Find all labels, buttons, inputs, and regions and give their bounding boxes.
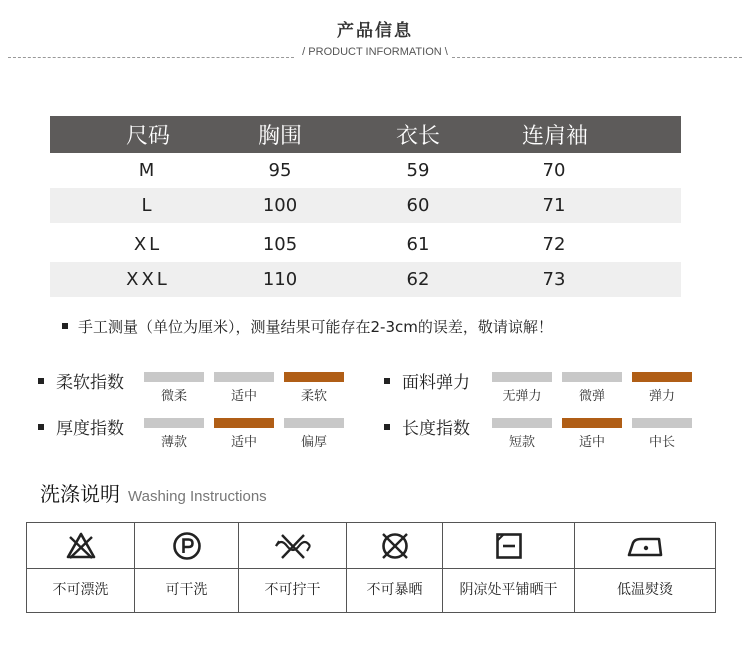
length-option: 中长	[632, 418, 692, 450]
no-wring-icon	[239, 531, 346, 563]
dashed-divider-right	[452, 57, 742, 58]
elasticity-option: 微弹	[562, 372, 622, 404]
bullet-icon	[38, 424, 44, 430]
measurement-note	[62, 316, 553, 337]
wash-cell-no-bleach: 不可漂洗	[27, 523, 135, 612]
elasticity-option: 弹力	[632, 372, 692, 404]
elasticity-option: 无弹力	[492, 372, 552, 404]
length-option: 短款	[492, 418, 552, 450]
no-tumble-dry-icon	[347, 531, 442, 563]
wash-cell-no-wring: 不可拧干	[239, 523, 347, 612]
thickness-option: 薄款	[144, 418, 204, 450]
header-length: 衣长	[395, 124, 440, 149]
chest-cell: 95	[268, 160, 292, 181]
washing-title	[40, 478, 267, 507]
table-row	[50, 188, 681, 223]
softness-option: 微柔	[144, 372, 204, 404]
header-sleeve: 连肩袖	[521, 124, 588, 149]
softness-index-label: 柔软指数	[38, 368, 124, 393]
measurement-note-text: 手工测量（单位为厘米），测量结果可能存在2-3cm的误差，敬请谅解！	[78, 318, 553, 336]
thickness-option: 偏厚	[284, 418, 344, 450]
softness-index	[38, 368, 358, 402]
page-subtitle: / PRODUCT INFORMATION \	[302, 46, 448, 58]
elasticity-bar	[562, 372, 622, 382]
sleeve-cell: 73	[542, 269, 566, 290]
wash-cell-dry-flat-shade: 阴凉处平铺晒干	[443, 523, 575, 612]
chest-cell: 110	[262, 269, 298, 290]
length-bar	[492, 418, 552, 428]
washing-title-en: Washing Instructions	[128, 488, 267, 505]
chest-cell: 105	[262, 234, 298, 255]
size-table	[50, 116, 681, 297]
size-table-header	[50, 116, 681, 153]
size-cell: M	[138, 160, 158, 181]
wash-cell-no-tumble-dry: 不可暴晒	[347, 523, 443, 612]
subtitle-row	[8, 46, 742, 62]
length-bar	[632, 418, 692, 428]
elasticity-index-label: 面料弹力	[384, 368, 470, 393]
length-option: 适中	[562, 418, 622, 450]
thickness-bar	[144, 418, 204, 428]
page-title: 产品信息	[337, 21, 413, 41]
thickness-index-label: 厚度指数	[38, 414, 124, 439]
table-row	[50, 227, 681, 262]
thickness-index	[38, 414, 358, 448]
sleeve-cell: 72	[542, 234, 566, 255]
sleeve-cell: 71	[542, 195, 566, 216]
length-cell: 62	[406, 269, 430, 290]
elasticity-index	[384, 368, 704, 402]
washing-title-cn: 洗涤说明	[40, 482, 120, 506]
size-cell: XL	[133, 234, 163, 255]
thickness-bar	[284, 418, 344, 428]
table-row	[50, 153, 681, 188]
size-cell: L	[141, 195, 155, 216]
length-bar-selected	[562, 418, 622, 428]
sleeve-cell: 70	[542, 160, 566, 181]
softness-option: 柔软	[284, 372, 344, 404]
chest-cell: 100	[262, 195, 298, 216]
softness-bar	[214, 372, 274, 382]
softness-bar	[144, 372, 204, 382]
length-index-label: 长度指数	[384, 414, 470, 439]
length-cell: 59	[406, 160, 430, 181]
length-cell: 61	[406, 234, 430, 255]
bullet-icon	[62, 323, 68, 329]
dry-flat-shade-icon	[443, 531, 574, 563]
thickness-option: 适中	[214, 418, 274, 450]
size-cell: XXL	[126, 269, 170, 290]
elasticity-bar	[492, 372, 552, 382]
softness-option: 适中	[214, 372, 274, 404]
length-cell: 60	[406, 195, 430, 216]
length-index	[384, 414, 704, 448]
low-iron-icon	[575, 531, 715, 563]
softness-bar-selected	[284, 372, 344, 382]
wash-cell-low-iron: 低温熨烫	[575, 523, 715, 612]
bullet-icon	[384, 424, 390, 430]
header-size: 尺码	[125, 124, 170, 149]
elasticity-bar-selected	[632, 372, 692, 382]
washing-table	[26, 522, 716, 613]
wash-cell-dry-clean: 可干洗	[135, 523, 239, 612]
no-bleach-icon	[27, 531, 134, 563]
bullet-icon	[384, 378, 390, 384]
dry-clean-p-icon	[135, 531, 238, 563]
bullet-icon	[38, 378, 44, 384]
table-row	[50, 262, 681, 297]
thickness-bar-selected	[214, 418, 274, 428]
header-chest: 胸围	[257, 124, 302, 149]
